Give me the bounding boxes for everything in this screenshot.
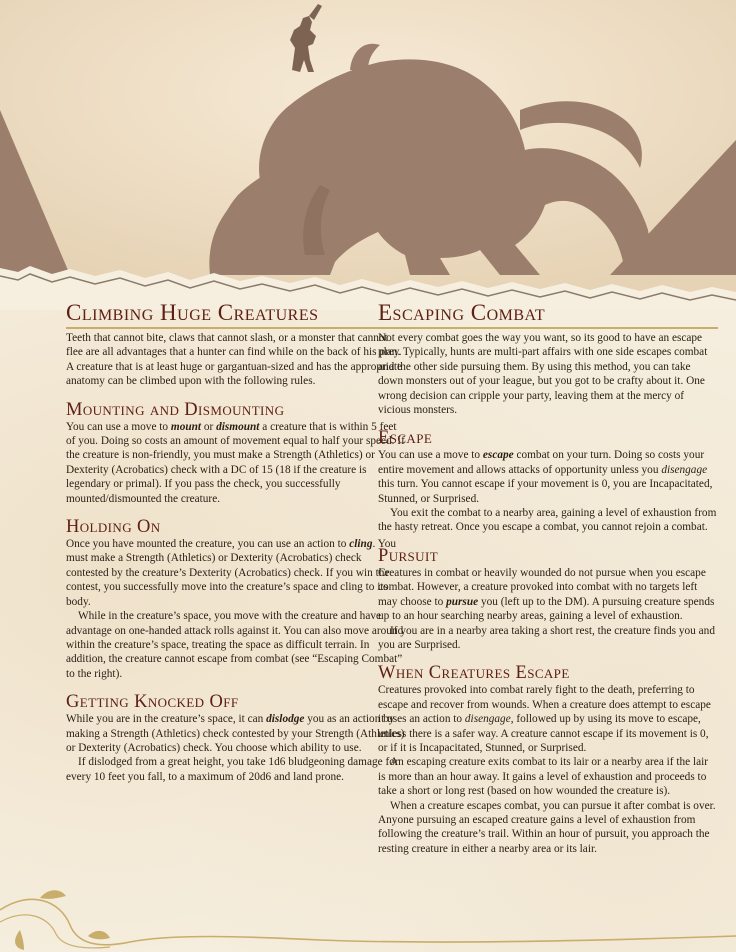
left-column <box>66 296 406 784</box>
escape-text-2: You exit the combat to a nearby area, gaining a level of exhaustion from the hasty retreat. Once you escape a combat, you cannot rejoin a combat. <box>378 507 717 534</box>
heading-mounting: Mounting and Dismounting <box>66 399 285 420</box>
mounting-text: You can use a move to mount or dismount a creature that is within 5 feet of you. Doing so costs an amount of movement equal to half your speed. If the creature is non-friendly, you must make a Strength (Athletics) or Dexterity (Acrobatics) check with a DC of 15 (18 if the creature is legendary or primal). If you pass the check, you successfully mounted/dismounted the creature. <box>66 420 405 505</box>
pursuit-text-2: If you are in a nearby area taking a short rest, the creature finds you and you are Surprised. <box>378 624 715 651</box>
header-illustration <box>0 0 736 310</box>
climbing-intro: Teeth that cannot bite, claws that cannot slash, or a monster that cannot flee are all advantages that a hunter can find while on the back of his prey. A creature that is at least huge or gargantuan-sized and has the appropriate anatomy can be climbed upon with the following rules. <box>66 332 403 388</box>
when-text: Creatures provoked into combat rarely fight to the death, preferring to escape and recover from wounds. When a creature does attempt to escape it uses an action to disengage, followed up by using its move to escape, unless there is a safer way. A creature cannot escape if its movement is 0, or if it is Incapacitated, Stunned, or Surprised. <box>378 684 711 754</box>
when-text-2: An escaping creature exits combat to its lair or a nearby area if the lair is more than an hour away. It gains a level of exhaustion and proceeds to take a short or long rest (based on how wounded the creature is). <box>378 756 709 798</box>
keyword-cling: cling <box>349 538 373 551</box>
keyword-dismount: dismount <box>216 420 260 433</box>
holding-text: Once you have mounted the creature, you can use an action to cling. You must make a Strength (Athletics) or Dexterity (Acrobatics) check contested by the creature’s Dexterity (Acrobatics) check. If you win the contest, you successfully move into the creature’s space and cling to its body. <box>66 538 397 608</box>
section-title-escaping: Escaping Combat <box>378 300 718 329</box>
footer-vine-ornament <box>0 870 736 952</box>
heading-when-creatures-escape: When Creatures Escape <box>378 663 570 684</box>
heading-escape: Escape <box>378 428 433 449</box>
heading-pursuit: Pursuit <box>378 545 439 566</box>
escape-text: You can use a move to escape combat on your turn. Doing so costs your entire movement and allows attacks of opportunity unless you disengage this turn. You cannot escape if your movement is 0, you are Incapacitated, Stunned, or Surprised. <box>378 449 713 505</box>
keyword-escape: escape <box>482 449 514 462</box>
keyword-dislodge: dislodge <box>266 713 305 726</box>
when-text-3: When a creature escapes combat, you can pursue it after combat is over. Anyone pursuing an escaped creature gains a level of exhaustion from following the creature’s trail. Within an hour of pursuit, you approach the resting creature in either a nearby area or its lair. <box>378 799 716 855</box>
section-title-climbing: Climbing Huge Creatures <box>66 300 406 329</box>
knocked-text: While you are in the creature’s space, it can dislodge you as an action by making a Strength (Athletics) check contested by your Strength (Athletics) or Dexterity (Acrobatics) check. You choose which ability to use. <box>66 713 405 754</box>
pursuit-text: Creatures in combat or heavily wounded do not pursue when you escape combat. However, a creature provoked into combat with no targets left may choose to pursue you (left up to the DM). A pursuing creature spends up to an hour searching nearby areas, gaining a level of exhaustion. <box>378 566 715 623</box>
right-column <box>378 296 718 856</box>
keyword-pursue: pursue <box>446 595 479 608</box>
heading-holding-on: Holding On <box>66 517 161 538</box>
heading-knocked-off: Getting Knocked Off <box>66 692 239 713</box>
keyword-disengage-2: disengage <box>464 713 511 726</box>
keyword-disengage: disengage <box>661 463 708 476</box>
keyword-mount: mount <box>170 420 202 433</box>
knocked-text-2: If dislodged from a great height, you take 1d6 bludgeoning damage for every 10 feet you fall, to a maximum of 20d6 and land prone. <box>66 756 399 783</box>
escaping-intro: Not every combat goes the way you want, so its good to have an escape plan. Typically, hunts are multi-part affairs with one side escapes combat and the other side pursuing them. By using this method, you can take down monsters out of your league, but you got to be crafty about it. One wrong decision can cripple your party, leaving them at the mercy of vicious monsters. <box>378 332 708 417</box>
holding-text-2: While in the creature’s space, you move with the creature and have advantage on one-handed attack rolls against it. You can also move around within the creature’s space, treating the space as difficult terrain. In addition, the creature cannot escape from combat (see “Escaping Combat” to the right). <box>66 610 404 680</box>
monster-silhouette-art <box>0 0 736 310</box>
